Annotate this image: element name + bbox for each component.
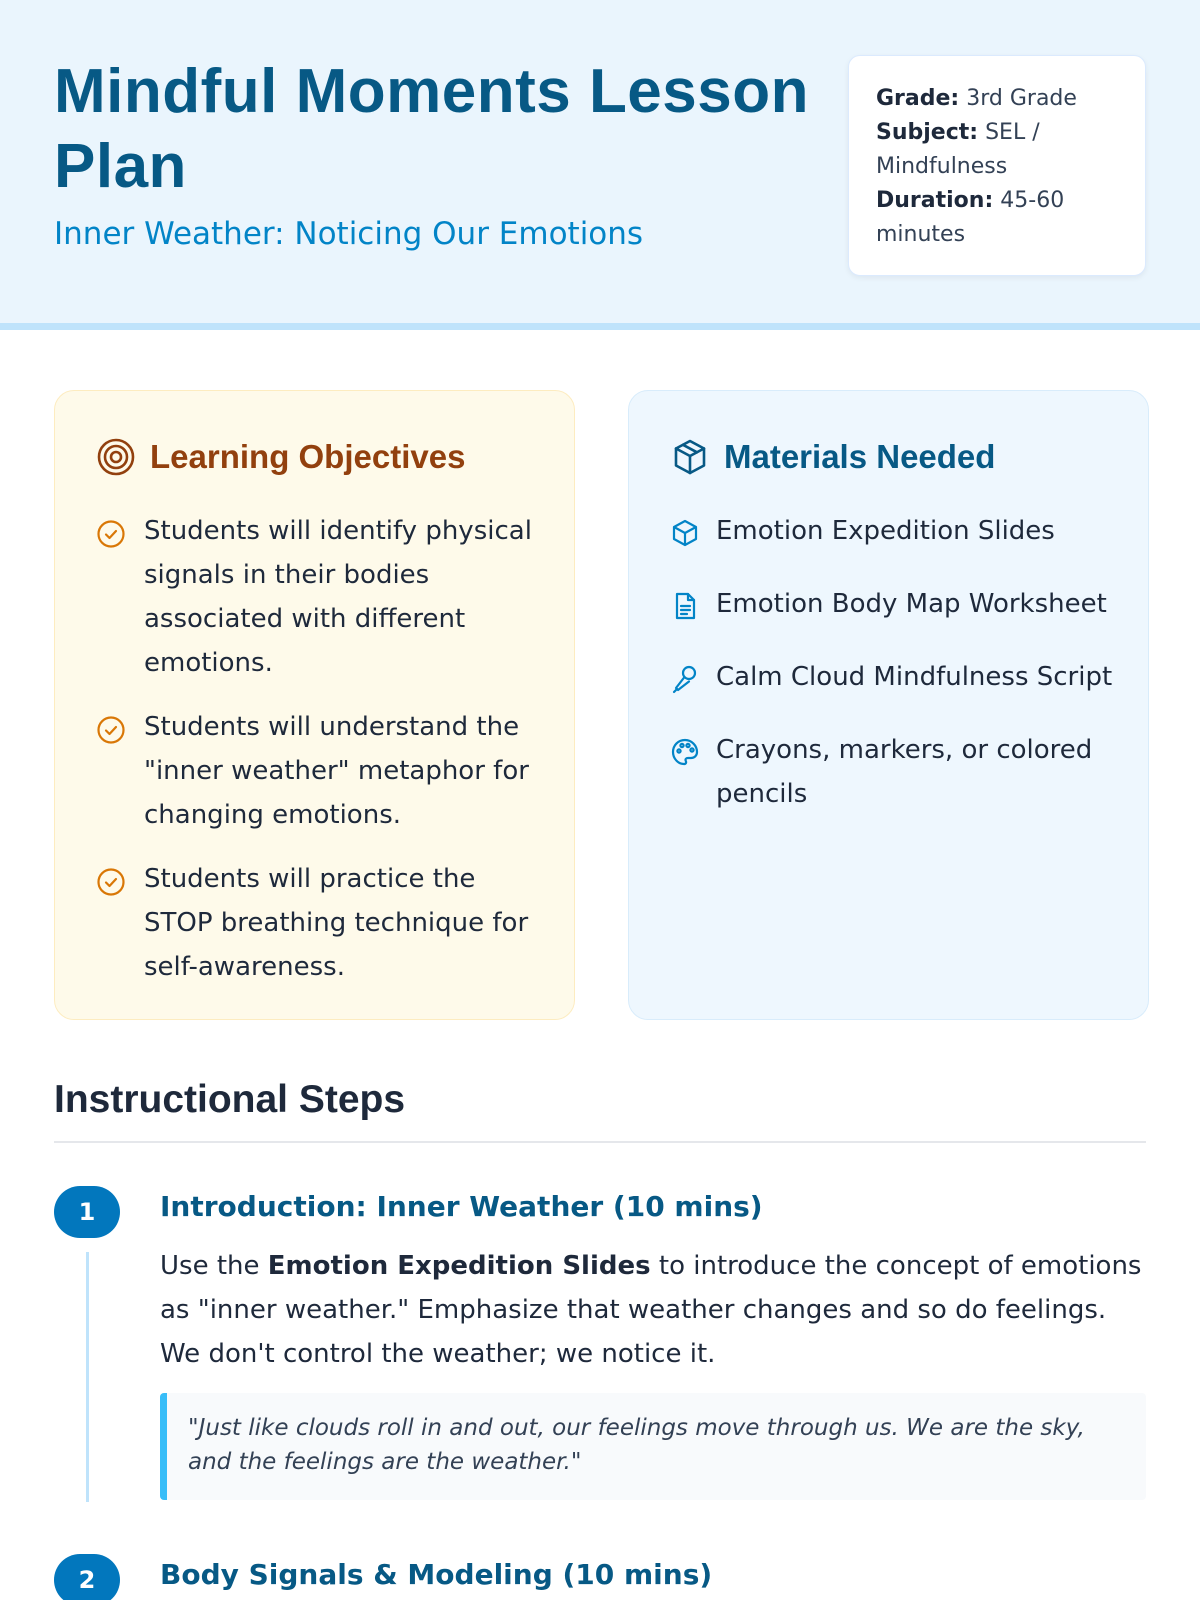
- document-icon: [670, 582, 716, 635]
- objectives-heading: [96, 435, 465, 479]
- objective-text: Students will understand the "inner weather" metaphor for changing emotions.: [144, 712, 529, 830]
- material-text: Emotion Expedition Slides: [716, 516, 1055, 546]
- palette-icon: [670, 728, 716, 816]
- subject-value: SEL / Mindfulness: [876, 120, 1040, 179]
- materials-heading: [670, 435, 995, 479]
- step-quote: "Just like clouds roll in and out, our feelings move through us. We are the sky, and the feelings are the weather.": [160, 1393, 1146, 1500]
- objectives-card: [54, 390, 575, 1020]
- target-icon: [96, 437, 136, 477]
- step-text-bold: Emotion Expedition Slides: [267, 1251, 651, 1281]
- material-text: Calm Cloud Mindfulness Script: [716, 662, 1113, 692]
- package-icon: [670, 437, 710, 477]
- grade-label: Grade:: [876, 86, 960, 111]
- materials-list: [670, 509, 1120, 836]
- duration-row: [876, 184, 1121, 252]
- steps-heading: Instructional Steps: [54, 1078, 406, 1121]
- check-circle-icon: [96, 509, 144, 685]
- step-description: [160, 1244, 1150, 1376]
- lesson-meta-card: [848, 55, 1146, 276]
- page-title: Mindful Moments Lesson Plan: [54, 57, 809, 201]
- subject-label: Subject:: [876, 120, 979, 145]
- objective-item: [96, 705, 536, 837]
- objective-text: Students will practice the STOP breathing technique for self-awareness.: [144, 864, 529, 982]
- step-title: Introduction: Inner Weather (10 mins): [160, 1190, 763, 1223]
- step-text-before: Use the: [160, 1251, 268, 1281]
- material-item: [670, 728, 1120, 816]
- step-text-after: to introduce the concept of emotions as "inner weather." Emphasize that weather changes and so do feelings. We don't control the weather; we notice it.: [160, 1251, 1142, 1369]
- step-number-badge: 1: [54, 1186, 120, 1238]
- materials-card: [628, 390, 1149, 1020]
- objectives-list: [96, 509, 536, 1009]
- duration-value: 45-60 minutes: [876, 188, 1065, 247]
- step-number-badge: 2: [54, 1554, 120, 1600]
- step-title: Body Signals & Modeling (10 mins): [160, 1558, 713, 1591]
- check-circle-icon: [96, 857, 144, 989]
- material-item: [670, 582, 1120, 635]
- section-divider: [54, 1141, 1146, 1143]
- grade-value: 3rd Grade: [966, 86, 1077, 111]
- material-text: Crayons, markers, or colored pencils: [716, 735, 1093, 809]
- step-timeline-line: [86, 1252, 89, 1502]
- objective-item: [96, 857, 536, 989]
- material-item: [670, 655, 1120, 708]
- material-text: Emotion Body Map Worksheet: [716, 589, 1107, 619]
- page-header: [0, 0, 1200, 330]
- page-subtitle: Inner Weather: Noticing Our Emotions: [54, 216, 644, 252]
- objective-item: [96, 509, 536, 685]
- duration-label: Duration:: [876, 188, 994, 213]
- microphone-icon: [670, 655, 716, 708]
- material-item: [670, 509, 1120, 562]
- objectives-title: Learning Objectives: [150, 438, 466, 475]
- cube-icon: [670, 509, 716, 562]
- subject-row: [876, 116, 1121, 184]
- materials-title: Materials Needed: [724, 438, 996, 475]
- check-circle-icon: [96, 705, 144, 837]
- grade-row: [876, 82, 1121, 116]
- objective-text: Students will identify physical signals in their bodies associated with different emotions.: [144, 516, 532, 678]
